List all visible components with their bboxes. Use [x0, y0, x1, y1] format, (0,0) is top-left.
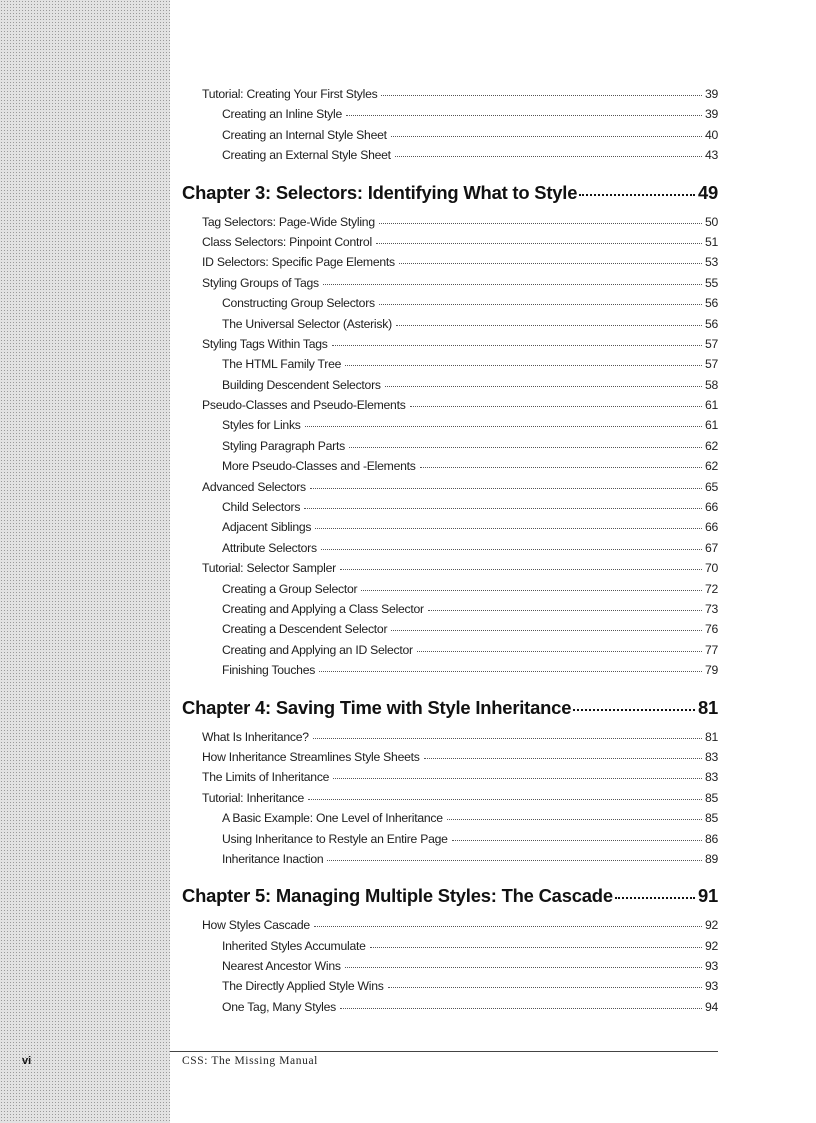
- toc-entry[interactable]: [182, 456, 718, 476]
- toc-entry-page: 85: [704, 811, 718, 826]
- chapter-4-section: [182, 695, 718, 870]
- toc-entry-page: 67: [704, 540, 718, 555]
- toc-entry-title: Tutorial: Inheritance: [202, 790, 305, 805]
- toc-entry-title: Inheritance Inaction: [222, 851, 324, 866]
- chapter-heading[interactable]: [182, 883, 718, 909]
- toc-entry-title: Using Inheritance to Restyle an Entire Page: [222, 831, 448, 846]
- toc-entry[interactable]: [182, 375, 718, 395]
- toc-entry[interactable]: [182, 293, 718, 313]
- toc-entry-title: Advanced Selectors: [202, 479, 306, 494]
- toc-entry-page: 65: [704, 479, 718, 494]
- toc-entry[interactable]: [182, 84, 718, 104]
- dot-leader: [327, 859, 702, 861]
- toc-entry-title: Tag Selectors: Page-Wide Styling: [202, 214, 375, 229]
- toc-entry[interactable]: [182, 849, 718, 869]
- toc-entry-page: 43: [704, 148, 718, 163]
- toc-entry-page: 73: [704, 601, 718, 616]
- dot-leader: [391, 135, 702, 137]
- toc-entry-title: Tutorial: Selector Sampler: [202, 561, 336, 576]
- toc-entry-page: 77: [704, 642, 718, 657]
- toc-entry[interactable]: [182, 640, 718, 660]
- toc-entry-title: Inherited Styles Accumulate: [222, 938, 366, 953]
- toc-entry-title: One Tag, Many Styles: [222, 999, 336, 1014]
- toc-entry[interactable]: [182, 314, 718, 334]
- chapter-dot-leader: [579, 194, 695, 196]
- dot-leader: [410, 405, 702, 407]
- table-of-contents: [182, 84, 718, 1017]
- dot-leader: [313, 737, 702, 739]
- toc-entry[interactable]: [182, 517, 718, 537]
- toc-entry[interactable]: [182, 956, 718, 976]
- toc-entry[interactable]: [182, 125, 718, 145]
- dot-leader: [388, 986, 702, 988]
- toc-entry-title: The Limits of Inheritance: [202, 770, 330, 785]
- toc-entry[interactable]: [182, 538, 718, 558]
- toc-entry-title: Styles for Links: [222, 418, 301, 433]
- toc-entry[interactable]: [182, 579, 718, 599]
- toc-entry[interactable]: [182, 436, 718, 456]
- dot-leader: [399, 262, 702, 264]
- toc-entry-title: Creating an External Style Sheet: [222, 148, 391, 163]
- toc-entry-page: 53: [704, 255, 718, 270]
- dot-leader: [323, 283, 702, 285]
- toc-entry-page: 93: [704, 959, 718, 974]
- toc-entry-title: Tutorial: Creating Your First Styles: [202, 87, 378, 101]
- toc-entry[interactable]: [182, 619, 718, 639]
- toc-entry-title: Finishing Touches: [222, 663, 316, 678]
- dot-leader: [332, 344, 702, 346]
- toc-entry[interactable]: [182, 997, 718, 1017]
- dot-leader: [345, 364, 702, 366]
- running-footer-book-title: CSS: The Missing Manual: [182, 1055, 318, 1067]
- dot-leader: [376, 242, 702, 244]
- dot-leader: [361, 589, 702, 591]
- toc-entry-title: Adjacent Siblings: [222, 520, 312, 535]
- toc-entry[interactable]: [182, 747, 718, 767]
- toc-entry-page: 86: [704, 831, 718, 846]
- toc-entry[interactable]: [182, 212, 718, 232]
- toc-entry-page: 58: [704, 377, 718, 392]
- dot-leader: [391, 629, 702, 631]
- toc-entry-title: The Universal Selector (Asterisk): [222, 316, 392, 331]
- chapter-title: Chapter 4: Saving Time with Style Inheritance: [182, 696, 572, 718]
- toc-entry-title: What Is Inheritance?: [202, 729, 309, 744]
- dot-leader: [308, 798, 702, 800]
- toc-entry-page: 70: [704, 561, 718, 576]
- toc-entry[interactable]: [182, 660, 718, 680]
- page-number: vi: [22, 1055, 32, 1067]
- toc-entry[interactable]: [182, 395, 718, 415]
- toc-entry-page: 57: [704, 336, 718, 351]
- chapter-dot-leader: [573, 709, 695, 711]
- toc-entry[interactable]: [182, 829, 718, 849]
- toc-entry-page: 76: [704, 622, 718, 637]
- toc-entry-page: 92: [704, 938, 718, 953]
- dot-leader: [310, 487, 702, 489]
- toc-entry-title: How Styles Cascade: [202, 918, 310, 933]
- toc-entry-page: 40: [704, 127, 718, 142]
- dot-leader: [345, 966, 702, 968]
- dot-leader: [417, 650, 702, 652]
- dot-leader: [314, 925, 702, 927]
- dot-leader: [452, 839, 702, 841]
- dot-leader: [304, 507, 702, 509]
- footer-rule: [170, 1051, 718, 1052]
- toc-entry-page: 61: [704, 418, 718, 433]
- dot-leader: [340, 568, 702, 570]
- chapter-heading[interactable]: [182, 695, 718, 721]
- toc-entry-page: 89: [704, 851, 718, 866]
- toc-entry[interactable]: [182, 915, 718, 935]
- chapter-title: Chapter 3: Selectors: Identifying What to Style: [182, 181, 578, 203]
- toc-entry-title: Pseudo-Classes and Pseudo-Elements: [202, 398, 406, 413]
- toc-entry-page: 85: [704, 790, 718, 805]
- toc-entry[interactable]: [182, 145, 718, 165]
- toc-entry-page: 61: [704, 398, 718, 413]
- toc-entry-title: Attribute Selectors: [222, 540, 317, 555]
- toc-entry-title: Creating a Descendent Selector: [222, 622, 388, 637]
- dot-leader: [305, 425, 702, 427]
- toc-entry-page: 62: [704, 438, 718, 453]
- toc-entry-title: The Directly Applied Style Wins: [222, 979, 384, 994]
- dot-leader: [428, 609, 702, 611]
- chapter-5-section: [182, 883, 718, 1017]
- toc-entry[interactable]: [182, 477, 718, 497]
- toc-entry-page: 51: [704, 234, 718, 249]
- dot-leader: [333, 777, 702, 779]
- toc-entry[interactable]: [182, 104, 718, 124]
- chapter-page: 49: [697, 181, 718, 203]
- toc-entry[interactable]: [182, 252, 718, 272]
- toc-entry[interactable]: [182, 334, 718, 354]
- toc-entry[interactable]: [182, 599, 718, 619]
- toc-entry-page: 81: [704, 729, 718, 744]
- toc-entry[interactable]: [182, 808, 718, 828]
- dot-leader: [424, 757, 702, 759]
- toc-entry-page: 79: [704, 663, 718, 678]
- toc-entry-page: 39: [704, 107, 718, 122]
- dot-leader: [340, 1007, 702, 1009]
- toc-entry[interactable]: [182, 415, 718, 435]
- decorative-side-band: [0, 0, 170, 1123]
- toc-entry-page: 92: [704, 918, 718, 933]
- toc-entry-title: ID Selectors: Specific Page Elements: [202, 255, 395, 270]
- dot-leader: [315, 527, 702, 529]
- toc-entry-title: Building Descendent Selectors: [222, 377, 381, 392]
- dot-leader: [346, 114, 702, 116]
- toc-entry-title: Constructing Group Selectors: [222, 296, 375, 311]
- chapter-page: 91: [697, 885, 718, 907]
- toc-entry-page: 93: [704, 979, 718, 994]
- toc-entry-title: Styling Paragraph Parts: [222, 438, 345, 453]
- toc-entry-page: 83: [704, 770, 718, 785]
- toc-entry-title: Creating an Internal Style Sheet: [222, 127, 387, 142]
- toc-entry-title: Creating an Inline Style: [222, 107, 343, 122]
- toc-entry-page: 55: [704, 275, 718, 290]
- toc-entry-page: 83: [704, 749, 718, 764]
- toc-entry-page: 72: [704, 581, 718, 596]
- toc-entry-page: 62: [704, 459, 718, 474]
- dot-leader: [381, 94, 701, 96]
- chapter-dot-leader: [615, 897, 695, 899]
- toc-entry-title: Child Selectors: [222, 500, 301, 515]
- toc-entry-title: Creating a Group Selector: [222, 581, 358, 596]
- dot-leader: [396, 324, 702, 326]
- toc-entry-title: Class Selectors: Pinpoint Control: [202, 234, 372, 249]
- dot-leader: [420, 466, 702, 468]
- toc-entry-page: 66: [704, 500, 718, 515]
- toc-entry-title: How Inheritance Streamlines Style Sheets: [202, 749, 420, 764]
- toc-entry-page: 56: [704, 296, 718, 311]
- chapter-page: 81: [697, 696, 718, 718]
- toc-entry-page: 56: [704, 316, 718, 331]
- toc-entry[interactable]: [182, 727, 718, 747]
- toc-entry-title: Styling Groups of Tags: [202, 275, 319, 290]
- toc-intro-section: [182, 84, 718, 166]
- toc-entry[interactable]: [182, 767, 718, 787]
- toc-entry-title: Creating and Applying a Class Selector: [222, 601, 424, 616]
- toc-entry-page: 66: [704, 520, 718, 535]
- toc-entry[interactable]: [182, 354, 718, 374]
- toc-entry-title: Styling Tags Within Tags: [202, 336, 328, 351]
- toc-entry-title: Nearest Ancestor Wins: [222, 959, 341, 974]
- toc-entry-page: 94: [704, 999, 718, 1014]
- toc-entry-title: More Pseudo-Classes and -Elements: [222, 459, 416, 474]
- chapter-title: Chapter 5: Managing Multiple Styles: The Cascade: [182, 885, 613, 907]
- dot-leader: [447, 818, 702, 820]
- toc-entry-page: 50: [704, 214, 718, 229]
- toc-entry[interactable]: [182, 558, 718, 578]
- dot-leader: [319, 670, 702, 672]
- dot-leader: [349, 446, 702, 448]
- chapter-3-section: [182, 180, 718, 681]
- toc-entry-page: 57: [704, 357, 718, 372]
- chapter-heading[interactable]: [182, 180, 718, 206]
- toc-entry[interactable]: [182, 232, 718, 252]
- toc-entry[interactable]: [182, 936, 718, 956]
- toc-entry[interactable]: [182, 273, 718, 293]
- dot-leader: [379, 222, 702, 224]
- dot-leader: [321, 548, 702, 550]
- dot-leader: [370, 946, 702, 948]
- toc-entry-title: A Basic Example: One Level of Inheritance: [222, 811, 443, 826]
- dot-leader: [385, 385, 702, 387]
- toc-entry[interactable]: [182, 788, 718, 808]
- toc-entry-title: The HTML Family Tree: [222, 357, 342, 372]
- toc-entry-title: Creating and Applying an ID Selector: [222, 642, 413, 657]
- dot-leader: [379, 303, 702, 305]
- toc-entry[interactable]: [182, 976, 718, 996]
- dot-leader: [395, 155, 702, 157]
- toc-entry[interactable]: [182, 497, 718, 517]
- toc-entry-page: 39: [704, 87, 718, 101]
